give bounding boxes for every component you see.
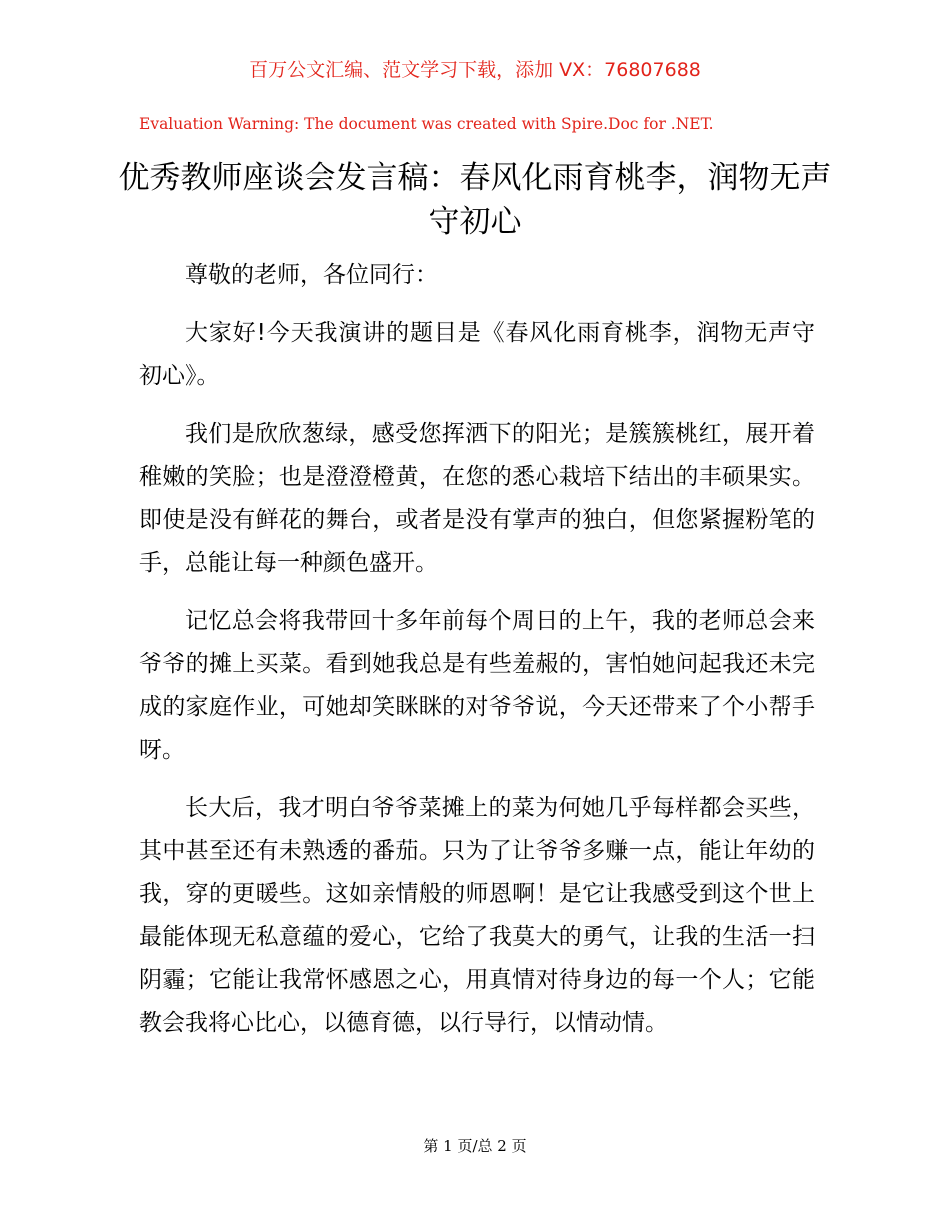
body-paragraph: 大家好!今天我演讲的题目是《春风化雨育桃李，润物无声守初心》。 bbox=[139, 320, 815, 389]
salutation-paragraph: 尊敬的老师，各位同行： bbox=[185, 262, 438, 288]
body-paragraph: 记忆总会将我带回十多年前每个周日的上午，我的老师总会来爷爷的摊上买菜。看到她我总是有些羞赧的，害怕她问起我还未完成的家庭作业，可她却笑眯眯的对爷爷说，今天还带来了个小帮手呀。 bbox=[139, 608, 815, 763]
document-body bbox=[139, 254, 815, 1060]
body-paragraph: 长大后，我才明白爷爷菜摊上的菜为何她几乎每样都会买些，其中甚至还有未熟透的番茄。只为了让爷爷多赚一点，能让年幼的我，穿的更暖些。这如亲情般的师恩啊！是它让我感受到这个世上最能体现无私意蕴的爱心，它给了我莫大的勇气，让我的生活一扫阴霾；它能让我常怀感恩之心，用真情对待身边的每一个人；它能教会我将心比心，以德育德，以行导行，以情动情。 bbox=[139, 795, 815, 1036]
body-paragraph: 我们是欣欣葱绿，感受您挥洒下的阳光；是簇簇桃红，展开着稚嫩的笑脸；也是澄澄橙黄，在您的悉心栽培下结出的丰硕果实。即使是没有鲜花的舞台，或者是没有掌声的独白，但您紧握粉笔的手，总能让每一种颜色盛开。 bbox=[139, 421, 815, 576]
evaluation-warning bbox=[139, 114, 859, 134]
promo-banner-text: 百万公文汇编、范文学习下载，添加 VX：76807688 bbox=[249, 59, 701, 81]
evaluation-warning-text: Evaluation Warning: The document was created with Spire.Doc for .NET. bbox=[139, 115, 714, 133]
document-title: 优秀教师座谈会发言稿：春风化雨育桃李，润物无声守初心 bbox=[118, 160, 832, 240]
promo-banner bbox=[0, 58, 950, 82]
page-number-footer: 第 1 页/总 2 页 bbox=[423, 1137, 527, 1155]
